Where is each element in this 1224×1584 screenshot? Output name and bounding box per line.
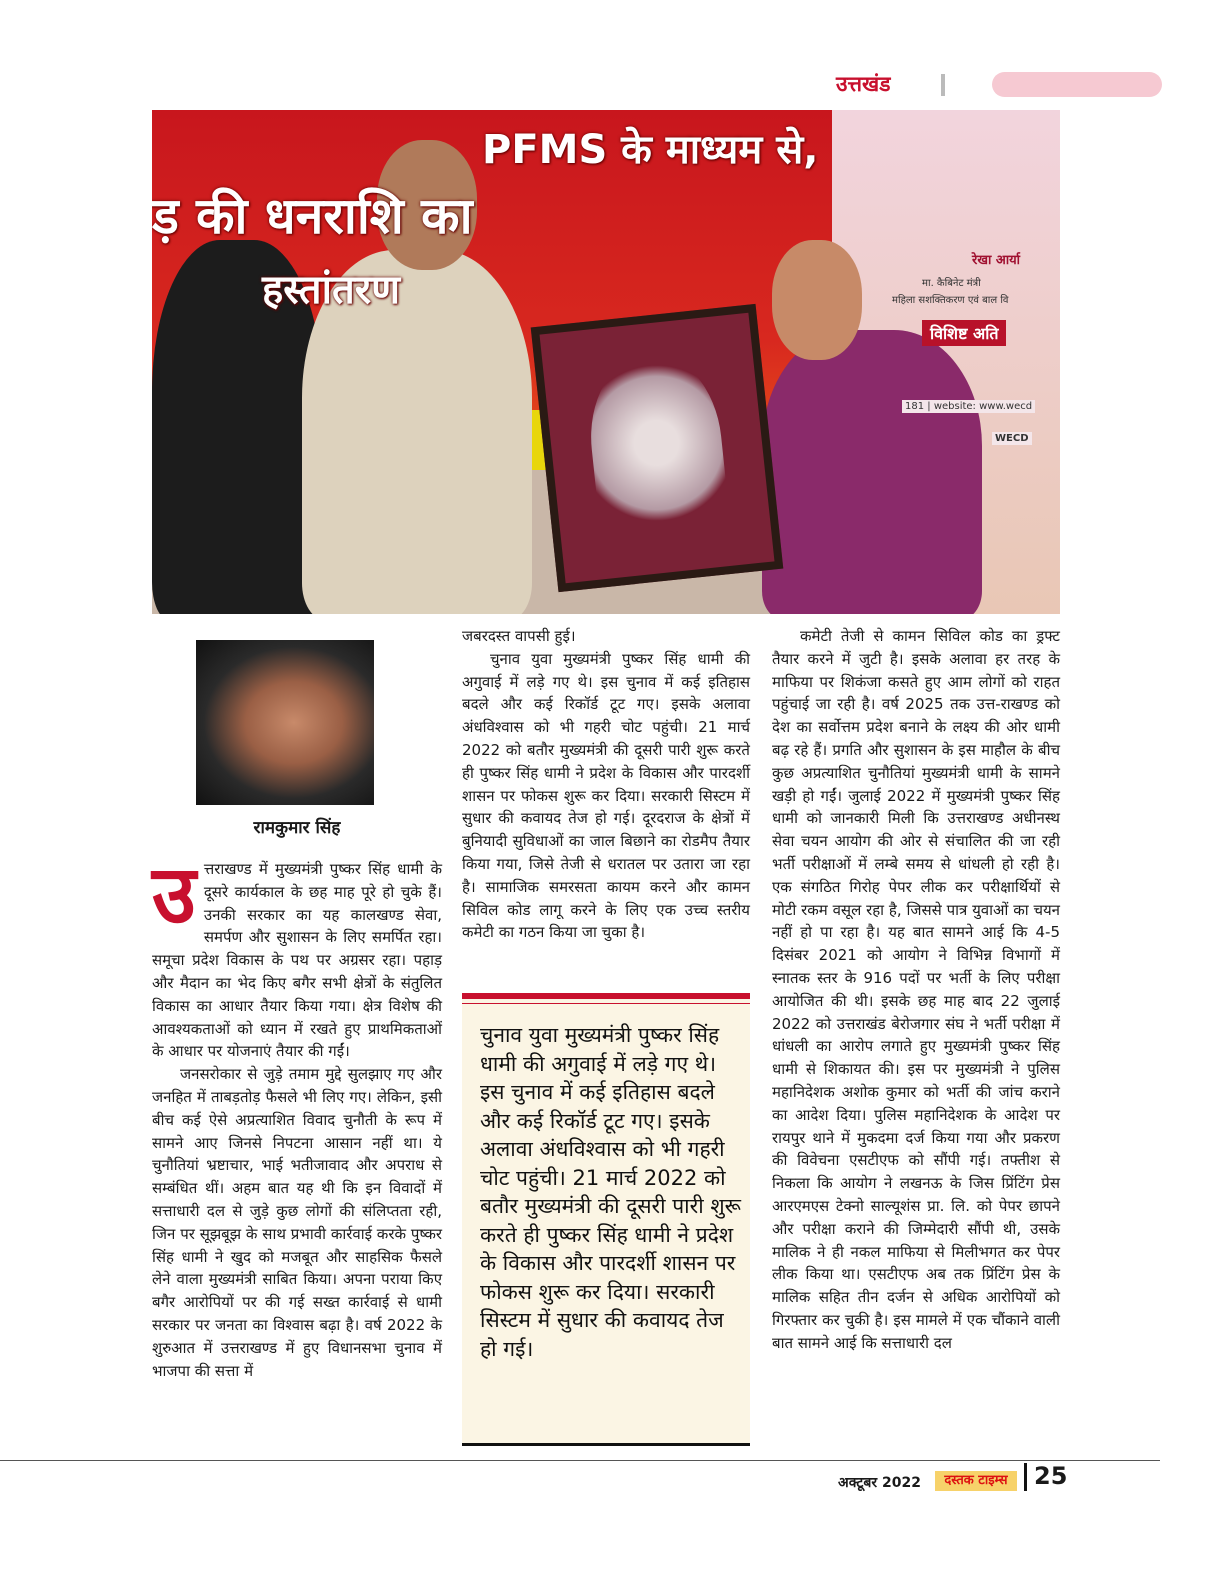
banner-line: PFMS के माध्यम से,	[482, 127, 819, 173]
banner-line: हस्तांतरण	[262, 267, 401, 313]
panel-name: रेखा आर्या	[972, 253, 1021, 268]
drop-cap: उ	[152, 848, 196, 941]
person-right	[762, 330, 982, 614]
pull-quote	[462, 993, 750, 1446]
header-pill-decoration	[992, 72, 1162, 97]
article-column-1	[152, 848, 442, 1382]
article-column-3	[772, 625, 1060, 1355]
paragraph: कमेटी तेजी से कामन सिविल कोड का ड्रफ्ट तैयार करने में जुटी है। इसके अलावा हर तरह के माफिया पर शिकंजा कसते हुए आम लोगों को राहत पहुंचाई जा रही है। वर्ष 2025 तक उत्त-राखण्ड को देश का सर्वोत्तम प्रदेश बनाने के लक्ष्य की ओर धामी बढ़ रहे हैं। प्रगति और सुशासन के इस माहौल के बीच कुछ अप्रत्याशित चुनौतियां मुख्यमंत्री धामी के सामने खड़ी हो गईं। जुलाई 2022 में मुख्यमंत्री पुष्कर सिंह धामी को जानकारी मिली कि उत्तराखण्ड अधीनस्थ सेवा चयन आयोग की ओर से संचालित की जा रही भर्ती परीक्षाओं में लम्बे समय से धांधली हो रही है। एक संगठित गिरोह पेपर लीक कर परीक्षार्थियों से मोटी रकम वसूल रहा है, जिससे पात्र युवाओं का चयन नहीं हो पा रहा है। यह बात सामने आई कि 4-5 दिसंबर 2021 को आयोग ने विभिन्न विभागों में स्नातक स्तर के 916 पदों पर भर्ती के लिए परीक्षा आयोजित की थी। इसके छह माह बाद 22 जुलाई 2022 को उत्तराखंड बेरोजगार संघ ने भर्ती परीक्षा में धांधली का आरोप लगाते हुए मुख्यमंत्री पुष्कर सिंह धामी से शिकायत की। इस पर मुख्यमंत्री ने पुलिस महानिदेशक अशोक कुमार को भर्ती की जांच कराने का आदेश दिया। पुलिस महानिदेशक के आदेश पर रायपुर थाने में मुकदमा दर्ज किया गया और प्रकरण की विवेचना एसटीएफ को सौंपी गई। तफ्तीश से निकला कि आयोग ने लखनऊ के जिस प्रिंटिंग प्रेस आरएमएस टेक्नो साल्यूशंस प्रा. लि. को पेपर छापने और परीक्षा कराने की जिम्मेदारी सौंपी थी, उसके मालिक ने ही नकल माफिया से मिलीभगत कर पेपर लीक किया था। एसटीएफ अब तक प्रिंटिंग प्रेस के मालिक सहित तीन दर्जन से अधिक आरोपियों को गिरफ्तार कर चुकी है। इस मामले में एक चौंकाने वाली बात सामने आई कि सत्ताधारी दल	[772, 627, 1060, 1352]
framed-artwork	[531, 304, 784, 592]
footer-rule	[0, 1460, 1160, 1461]
paragraph: चुनाव युवा मुख्यमंत्री पुष्कर सिंह धामी की अगुवाई में लड़े गए थे। इस चुनाव में कई इतिहास बदले और कई रिकॉर्ड टूट गए। इसके अलावा अंधविश्वास को भी गहरी चोट पहुंची। 21 मार्च 2022 को बतौर मुख्यमंत्री की दूसरी पारी शुरू करते ही पुष्कर सिंह धामी ने प्रदेश के विकास और पारदर्शी शासन पर फोकस शुरू कर दिया। सरकारी सिस्टम में सुधार की कवायद तेज हो गई। दूरदराज के क्षेत्रों में बुनियादी सुविधाओं का जाल बिछाने का रोडमैप तैयार किया गया, जिसे तेजी से धरातल पर उतारा जा रहा है। सामाजिक समरसता कायम करने और कामन सिविल कोड लागू करने के लिए एक उच्च स्तरीय कमेटी का गठन किया जा चुका है।	[462, 649, 750, 942]
main-photo	[152, 110, 1060, 614]
panel-website: WECD	[992, 432, 1032, 445]
header-divider	[941, 74, 945, 96]
page-number: 25	[1034, 1462, 1068, 1490]
magazine-logo: दस्तक टाइम्स	[935, 1471, 1017, 1491]
paragraph: त्तराखण्ड में मुख्यमंत्री पुष्कर सिंह धामी के दूसरे कार्यकाल के छह माह पूरे हो चुके हैं। उनकी सरकार का यह कालखण्ड सेवा, समर्पण और सुशासन के लिए समर्पित रहा। समूचा प्रदेश विकास के पथ पर अग्रसर रहा। पहाड़ और मैदान का भेद किए बगैर सभी क्षेत्रों के संतुलित विकास का आधार तैयार किया गया। क्षेत्र विशेष की आवश्यकताओं को ध्यान में रखते हुए प्राथमिकताओं के आधार पर योजनाएं तैयार की गईं।	[152, 860, 442, 1061]
banner-line: ड़ की धनराशि का	[152, 187, 473, 245]
author-name: रामकुमार सिंह	[253, 818, 341, 838]
footer-date: अक्टूबर 2022	[838, 1475, 921, 1491]
section-title: उत्तखंड	[836, 72, 891, 96]
paragraph: जनसरोकार से जुड़े तमाम मुद्दे सुलझाए गए और जनहित में ताबड़तोड़ फैसले भी लिए गए। लेकिन, इसी बीच कई ऐसे अप्रत्याशित विवाद चुनौती के रूप में सामने आए जिनसे निपटना आसान नहीं था। ये चुनौतियां भ्रष्टाचार, भाई भतीजावाद और अपराध से सम्बंधित थीं। अहम बात यह थी कि इन विवादों में सत्ताधारी दल से जुड़े कुछ लोगों की संलिप्तता रही, जिन पर सूझबूझ के साथ प्रभावी कार्रवाई करके पुष्कर सिंह धामी ने खुद को मजबूत और साहसिक फैसले लेने वाला मुख्यमंत्री साबित किया। अपना पराया किए बगैर आरोपियों पर की गई सख्त कार्रवाई से धामी सरकार पर जनता का विश्वास बढ़ा है। वर्ष 2022 के शुरुआत में उत्तराखण्ड में हुए विधानसभा चुनाव में भाजपा की सत्ता में	[152, 1065, 442, 1380]
pull-quote-text: चुनाव युवा मुख्यमंत्री पुष्कर सिंह धामी की अगुवाई में लड़े गए थे। इस चुनाव में कई इतिहास बदले और कई रिकॉर्ड टूट गए। इसके अलावा अंधविश्वास को भी गहरी चोट पहुंची। 21 मार्च 2022 को बतौर मुख्यमंत्री की दूसरी पारी शुरू करते ही पुष्कर सिंह धामी ने प्रदेश के विकास और पारदर्शी शासन पर फोकस शुरू कर दिया। सरकारी सिस्टम में सुधार की कवायद तेज हो गई।	[480, 1023, 741, 1361]
panel-website: 181 | website: www.wecd	[902, 400, 1035, 413]
person-right-head	[772, 240, 862, 360]
paragraph: जबरदस्त वापसी हुई।	[462, 627, 576, 645]
article-column-2	[462, 625, 750, 944]
author-photo	[196, 640, 374, 805]
panel-role: मा. कैबिनेट मंत्री	[922, 278, 981, 289]
panel-tag: विशिष्ट अति	[922, 320, 1006, 346]
panel-role: महिला सशक्तिकरण एवं बाल वि	[892, 295, 1009, 306]
footer-divider	[1024, 1463, 1027, 1491]
